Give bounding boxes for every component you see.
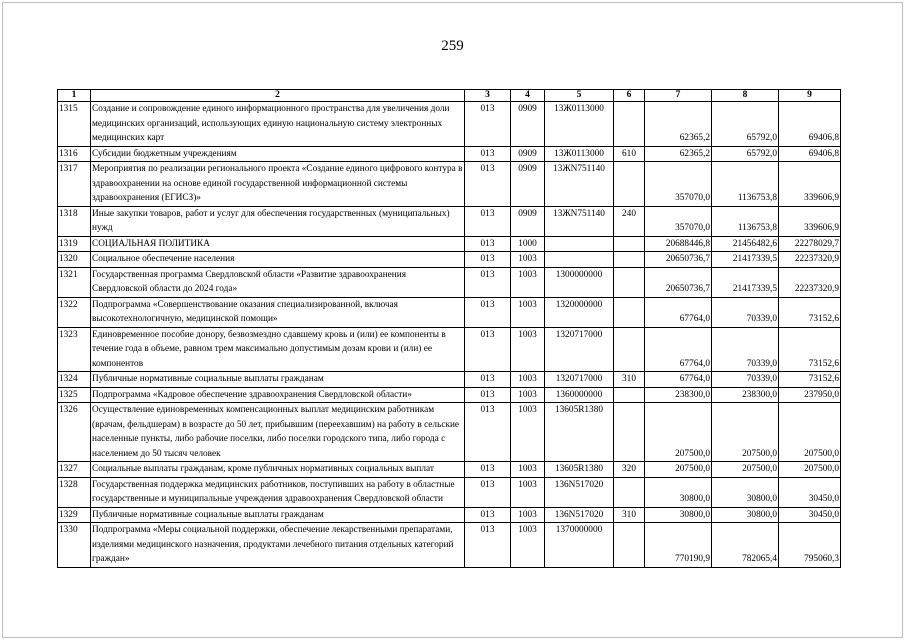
amount-col-9: 22278029,7 <box>779 236 841 252</box>
expense-type-code <box>614 297 645 327</box>
row-number: 1315 <box>58 102 91 147</box>
section-code: 1003 <box>511 477 545 507</box>
amount-col-8: 238300,0 <box>712 387 779 403</box>
budget-table <box>57 89 841 568</box>
amount-col-8: 1136753,8 <box>712 162 779 207</box>
admin-code: 013 <box>465 267 511 297</box>
amount-col-8: 30800,0 <box>712 507 779 523</box>
column-header: 9 <box>779 90 841 102</box>
amount-col-9: 22237320,9 <box>779 252 841 268</box>
amount-col-7: 30800,0 <box>645 477 712 507</box>
row-number: 1320 <box>58 252 91 268</box>
amount-col-7: 357070,0 <box>645 206 712 236</box>
section-code: 1003 <box>511 462 545 478</box>
amount-col-9: 795060,3 <box>779 523 841 568</box>
section-code: 0909 <box>511 146 545 162</box>
amount-col-7: 238300,0 <box>645 387 712 403</box>
row-number: 1318 <box>58 206 91 236</box>
amount-col-7: 207500,0 <box>645 462 712 478</box>
row-description: Подпрограмма «Меры социальной поддержки, обеспечение лекарственными препаратами, изделиями медицинского назначения, продуктами лечебного питания отдельных категорий граждан» <box>91 523 465 568</box>
row-description: Публичные нормативные социальные выплаты гражданам <box>91 372 465 388</box>
expense-type-code <box>614 387 645 403</box>
amount-col-9: 339606,9 <box>779 206 841 236</box>
row-description: Социальное обеспечение населения <box>91 252 465 268</box>
section-code: 0909 <box>511 102 545 147</box>
amount-col-7: 62365,2 <box>645 102 712 147</box>
row-number: 1321 <box>58 267 91 297</box>
table-header-row <box>58 90 841 102</box>
table-row <box>58 403 841 462</box>
column-header: 7 <box>645 90 712 102</box>
expense-type-code: 310 <box>614 507 645 523</box>
amount-col-8: 21417339,5 <box>712 267 779 297</box>
target-article-code: 13605R1380 <box>545 462 614 478</box>
table-row <box>58 477 841 507</box>
page-number: 259 <box>441 38 464 54</box>
target-article-code: 13605R1380 <box>545 403 614 462</box>
column-header: 3 <box>465 90 511 102</box>
admin-code: 013 <box>465 462 511 478</box>
section-code: 1003 <box>511 327 545 372</box>
amount-col-8: 65792,0 <box>712 102 779 147</box>
row-description: Осуществление единовременных компенсационных выплат медицинским работникам (врачам, фельдшерам) в возрасте до 50 лет, прибывшим (переехавшим) на работу в сельские населенные пункты, либо рабочие поселки, либо поселки городского типа, либо города с населением до 50 тысяч человек <box>91 403 465 462</box>
expense-type-code <box>614 477 645 507</box>
target-article-code: 1360000000 <box>545 387 614 403</box>
row-description: Подпрограмма «Кадровое обеспечение здравоохранения Свердловской области» <box>91 387 465 403</box>
row-description: Мероприятия по реализации регионального проекта «Создание единого цифрового контура в здравоохранении на основе единой государственной информационной системы здравоохранения (ЕГИСЗ)» <box>91 162 465 207</box>
column-header: 1 <box>58 90 91 102</box>
row-number: 1325 <box>58 387 91 403</box>
table-row <box>58 507 841 523</box>
column-header: 6 <box>614 90 645 102</box>
row-description: Субсидии бюджетным учреждениям <box>91 146 465 162</box>
table-row <box>58 102 841 147</box>
row-number: 1323 <box>58 327 91 372</box>
row-description: Государственная поддержка медицинских работников, поступивших на работу в областные государственные и муниципальные учреждения здравоохранения Свердловской области <box>91 477 465 507</box>
target-article-code: 1320717000 <box>545 327 614 372</box>
amount-col-9: 207500,0 <box>779 403 841 462</box>
admin-code: 013 <box>465 206 511 236</box>
target-article-code: 13Ж0113000 <box>545 146 614 162</box>
row-number: 1330 <box>58 523 91 568</box>
row-number: 1329 <box>58 507 91 523</box>
table-row <box>58 236 841 252</box>
expense-type-code <box>614 252 645 268</box>
row-number: 1319 <box>58 236 91 252</box>
admin-code: 013 <box>465 252 511 268</box>
admin-code: 013 <box>465 523 511 568</box>
amount-col-9: 207500,0 <box>779 462 841 478</box>
amount-col-7: 30800,0 <box>645 507 712 523</box>
row-number: 1317 <box>58 162 91 207</box>
table-row <box>58 462 841 478</box>
section-code: 1000 <box>511 236 545 252</box>
target-article-code <box>545 236 614 252</box>
admin-code: 013 <box>465 387 511 403</box>
table-row <box>58 267 841 297</box>
row-number: 1316 <box>58 146 91 162</box>
amount-col-7: 67764,0 <box>645 372 712 388</box>
amount-col-7: 62365,2 <box>645 146 712 162</box>
row-number: 1324 <box>58 372 91 388</box>
admin-code: 013 <box>465 507 511 523</box>
table-row <box>58 387 841 403</box>
column-header: 5 <box>545 90 614 102</box>
row-description: Единовременное пособие донору, безвозмездно сдавшему кровь и (или) ее компоненты в течение года в объеме, равном трем максимально допустимым дозам крови и (или) ее компонентов <box>91 327 465 372</box>
amount-col-8: 782065,4 <box>712 523 779 568</box>
section-code: 1003 <box>511 523 545 568</box>
admin-code: 013 <box>465 477 511 507</box>
row-description: Создание и сопровождение единого информационного пространства для увеличения доли медицинских организаций, использующих единую национальную систему электронных медицинских карт <box>91 102 465 147</box>
amount-col-9: 73152,6 <box>779 327 841 372</box>
amount-col-8: 70339,0 <box>712 372 779 388</box>
admin-code: 013 <box>465 102 511 147</box>
column-header: 8 <box>712 90 779 102</box>
expense-type-code <box>614 523 645 568</box>
amount-col-8: 1136753,8 <box>712 206 779 236</box>
expense-type-code <box>614 403 645 462</box>
row-number: 1326 <box>58 403 91 462</box>
expense-type-code <box>614 102 645 147</box>
section-code: 1003 <box>511 252 545 268</box>
row-description: Иные закупки товаров, работ и услуг для обеспечения государственных (муниципальных) нужд <box>91 206 465 236</box>
table-row <box>58 252 841 268</box>
row-number: 1328 <box>58 477 91 507</box>
target-article-code: 136N517020 <box>545 477 614 507</box>
table-row <box>58 297 841 327</box>
amount-col-7: 20650736,7 <box>645 252 712 268</box>
admin-code: 013 <box>465 372 511 388</box>
admin-code: 013 <box>465 146 511 162</box>
section-code: 0909 <box>511 162 545 207</box>
target-article-code: 1300000000 <box>545 267 614 297</box>
column-header: 2 <box>91 90 465 102</box>
amount-col-7: 20688446,8 <box>645 236 712 252</box>
amount-col-9: 73152,6 <box>779 297 841 327</box>
expense-type-code: 610 <box>614 146 645 162</box>
expense-type-code: 320 <box>614 462 645 478</box>
admin-code: 013 <box>465 403 511 462</box>
expense-type-code <box>614 267 645 297</box>
target-article-code: 1320000000 <box>545 297 614 327</box>
expense-type-code: 240 <box>614 206 645 236</box>
section-code: 1003 <box>511 507 545 523</box>
section-code: 0909 <box>511 206 545 236</box>
table-row <box>58 206 841 236</box>
target-article-code: 1370000000 <box>545 523 614 568</box>
amount-col-8: 70339,0 <box>712 327 779 372</box>
amount-col-9: 237950,0 <box>779 387 841 403</box>
admin-code: 013 <box>465 327 511 372</box>
column-header: 4 <box>511 90 545 102</box>
amount-col-9: 30450,0 <box>779 507 841 523</box>
table-row <box>58 372 841 388</box>
amount-col-8: 207500,0 <box>712 403 779 462</box>
amount-col-8: 70339,0 <box>712 297 779 327</box>
amount-col-9: 30450,0 <box>779 477 841 507</box>
amount-col-8: 65792,0 <box>712 146 779 162</box>
target-article-code: 13ЖN751140 <box>545 206 614 236</box>
expense-type-code <box>614 162 645 207</box>
admin-code: 013 <box>465 297 511 327</box>
amount-col-8: 207500,0 <box>712 462 779 478</box>
table-row <box>58 162 841 207</box>
expense-type-code: 310 <box>614 372 645 388</box>
target-article-code: 136N517020 <box>545 507 614 523</box>
row-description: СОЦИАЛЬНАЯ ПОЛИТИКА <box>91 236 465 252</box>
admin-code: 013 <box>465 236 511 252</box>
amount-col-9: 22237320,9 <box>779 267 841 297</box>
section-code: 1003 <box>511 372 545 388</box>
target-article-code: 13Ж0113000 <box>545 102 614 147</box>
expense-type-code <box>614 236 645 252</box>
admin-code: 013 <box>465 162 511 207</box>
amount-col-8: 30800,0 <box>712 477 779 507</box>
amount-col-7: 67764,0 <box>645 297 712 327</box>
target-article-code: 13ЖN751140 <box>545 162 614 207</box>
table-row <box>58 523 841 568</box>
amount-col-8: 21456482,6 <box>712 236 779 252</box>
row-number: 1322 <box>58 297 91 327</box>
row-description: Государственная программа Свердловской области «Развитие здравоохранения Свердловской области до 2024 года» <box>91 267 465 297</box>
amount-col-9: 69406,8 <box>779 146 841 162</box>
table-row <box>58 327 841 372</box>
amount-col-9: 339606,9 <box>779 162 841 207</box>
amount-col-7: 207500,0 <box>645 403 712 462</box>
amount-col-7: 20650736,7 <box>645 267 712 297</box>
section-code: 1003 <box>511 297 545 327</box>
table-row <box>58 146 841 162</box>
target-article-code: 1320717000 <box>545 372 614 388</box>
amount-col-7: 357070,0 <box>645 162 712 207</box>
expense-type-code <box>614 327 645 372</box>
target-article-code <box>545 252 614 268</box>
row-description: Подпрограмма «Совершенствование оказания специализированной, включая высокотехнологичную, медицинской помощи» <box>91 297 465 327</box>
row-description: Социальные выплаты гражданам, кроме публичных нормативных социальных выплат <box>91 462 465 478</box>
amount-col-7: 67764,0 <box>645 327 712 372</box>
section-code: 1003 <box>511 403 545 462</box>
amount-col-8: 21417339,5 <box>712 252 779 268</box>
row-number: 1327 <box>58 462 91 478</box>
amount-col-7: 770190,9 <box>645 523 712 568</box>
amount-col-9: 69406,8 <box>779 102 841 147</box>
row-description: Публичные нормативные социальные выплаты гражданам <box>91 507 465 523</box>
section-code: 1003 <box>511 387 545 403</box>
section-code: 1003 <box>511 267 545 297</box>
amount-col-9: 73152,6 <box>779 372 841 388</box>
